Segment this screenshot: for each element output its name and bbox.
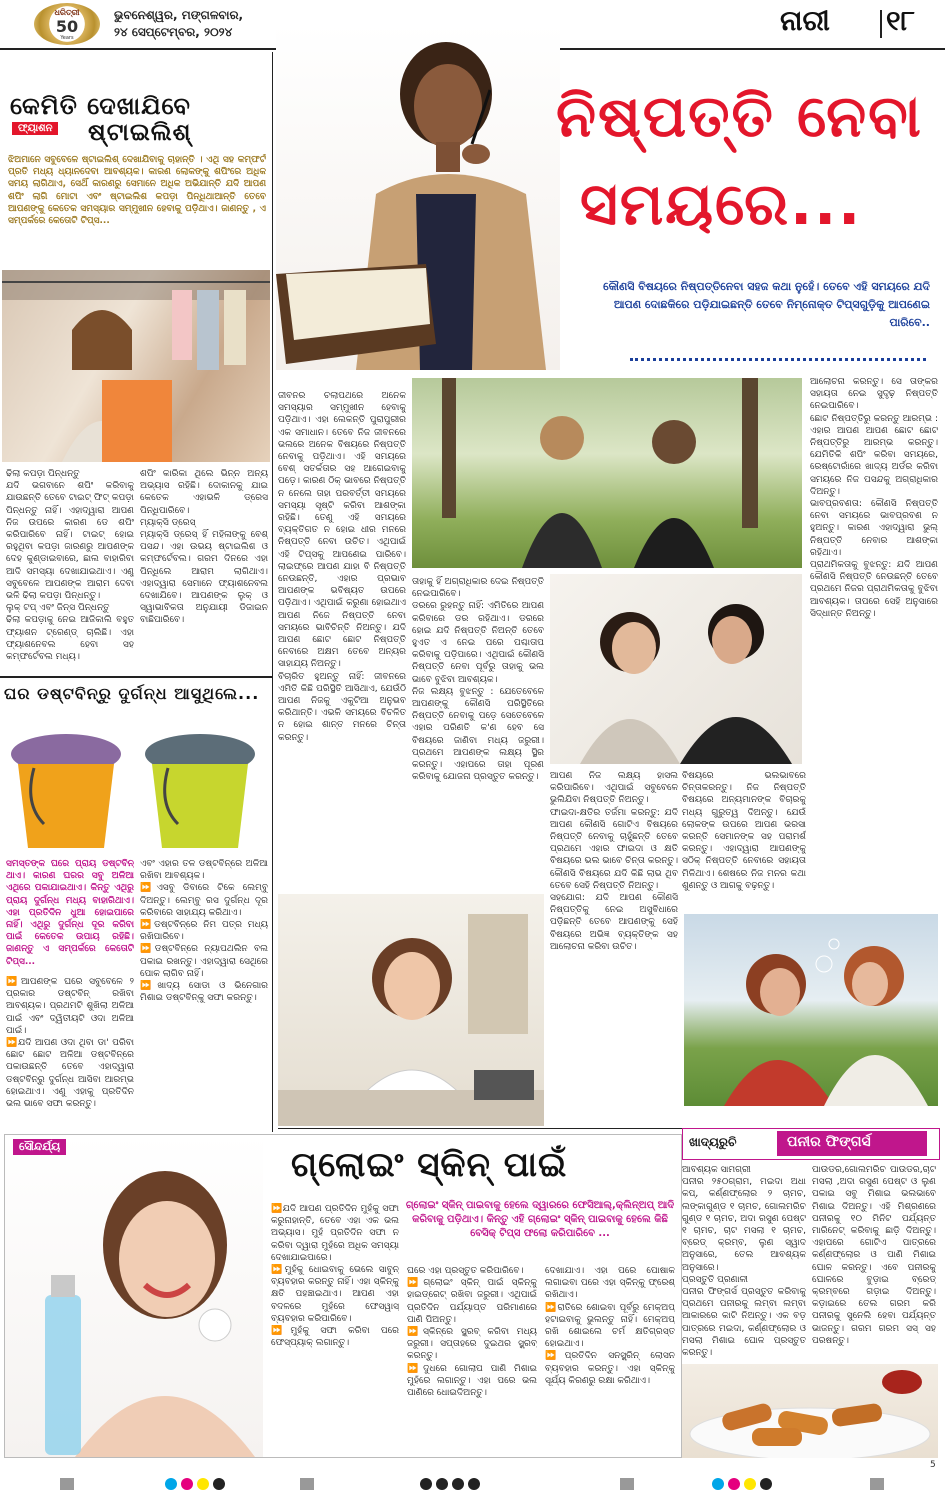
registration-dot-black-2 bbox=[420, 1478, 432, 1490]
woman-office-illustration bbox=[278, 894, 544, 1126]
beauty-title: ଗ୍ଲୋଇଂ ସ୍କିନ୍ ପାଇଁ bbox=[291, 1145, 568, 1185]
fashion-bottom-rule bbox=[0, 676, 272, 678]
fashion-article bbox=[0, 52, 272, 692]
recipe-col1: ଆବଶ୍ୟକ ସାମଗ୍ରୀ ପନୀର ୨୫୦ଗ୍ରାମ, ମଇଦା ଅଧା କପ୍, କର୍ଣ୍ଣଫ୍ଲୋର ୨ ଚାମଚ, ଲଙ୍କାଗୁଣ୍ଡ ୧ ଚାମଚ, ଗୋଲମରିଚ ଗୁଣ୍ଡ ୧ ଚାମଚ, ଅଦା ରସୁଣ ପେଷ୍ଟ ୧ ଚାମଚ, ଚାଟ ମସଲା ୧ ଚାମଚ, ବ୍ରେଡ୍ କ୍ରମ୍ବ, ଲୁଣ ସ୍ୱାଦ ଅନୁସାରେ, ତେଲ ଆବଶ୍ୟକ ଅନୁସାରେ। ପ୍ରସ୍ତୁତି ପ୍ରଣାଳୀ ପନୀର ଫିଙ୍ଗର୍ସ ପ୍ରସ୍ତୁତ କରିବାକୁ ପ୍ରଥମେ ପନୀରକୁ ଲମ୍ବା ଲମ୍ବା ଆକାରରେ କାଟି ନିଅନ୍ତୁ। ଏକ ବଡ଼ ପାତ୍ରରେ ମଇଦା, କର୍ଣ୍ଣଫ୍ଲୋର ଓ ମସଲା ମିଶାଇ ଘୋଳ ପ୍ରସ୍ତୁତ କରନ୍ତୁ। bbox=[682, 1165, 806, 1359]
decision-headline-line2: ସମୟରେ... bbox=[580, 170, 863, 238]
fashion-photo bbox=[2, 270, 270, 462]
decision-col5: ଆଲୋଚନା କରନ୍ତୁ। ସେ ତାଙ୍କର ସହାୟତା ନେଇ ସୁଦୃଢ଼ ନିଷ୍ପତ୍ତି ନେଇପାରିବେ। ଛୋଟ ନିଷ୍ପତ୍ତିରୁ କରନ୍ତୁ ଆରମ୍ଭ : ଏହାର ଆପଣ ଆପଣ ଛୋଟ ଛୋଟ ନିଷ୍ପତ୍ତିରୁ ଆରମ୍ଭ କରନ୍ତୁ। ଯେମିତିକି ଶପିଂ କରିବା ସମୟରେ, ରେଷ୍ଟୋରାଁରେ ଖାଦ୍ୟ ଅର୍ଡର କରିବା ସମୟରେ ନିଜ ପସନ୍ଦକୁ ଅଗ୍ରାଧିକାର ଦିଅନ୍ତୁ। ଭାବପ୍ରବଣତା: କୌଣସି ନିଷ୍ପତ୍ତି ନେବା ସମୟରେ ଭାବପ୍ରବଣ ନ ହୁଅନ୍ତୁ। କାରଣ ଏହାଦ୍ୱାରା ଭୁଲ୍ ନିଷ୍ପତ୍ତି ନେବାର ଆଶଙ୍କା ରହିଥାଏ। ପ୍ରାଥମିକତାକୁ ବୁଝନ୍ତୁ: ଯଦି ଆପଣ କୌଣସି ନିଷ୍ପତ୍ତି ନେଉଛନ୍ତି ତେବେ ପ୍ରଥମେ ନିଜର ପ୍ରାଥମିକତାକୁ ବୁଝିବା ଆବଶ୍ୟକ। ତାପରେ ସେହି ଅନୁସାରେ ସିଦ୍ଧାନ୍ତ ନିଅନ୍ତୁ। bbox=[810, 377, 938, 619]
footer-bar bbox=[0, 1460, 945, 1497]
crop-mark-mid-left bbox=[300, 1478, 314, 1490]
crop-mark-left bbox=[60, 1478, 74, 1490]
decision-col2: ତାହାକୁ ହିଁ ଅଗ୍ରାଧିକାର ଦେଇ ନିଷ୍ପତ୍ତି ନେଇପାରିବେ। ଡରରେ ରୁହନ୍ତୁ ନାହିଁ: ଏମିତିରେ ଆପଣ କରିବାରେ ଡର ରହିଥାଏ। ଡରରେ ହୋଇ ଯଦି ନିଷ୍ପତ୍ତି ନିଅନ୍ତି ତେବେ ହୁଏତ ଏ ନେଇ ପରେ ପଶ୍ଚାତାପ କରିବାକୁ ପଡ଼ିପାରେ। ଏଥିପାଇଁ କୌଣସି ନିଷ୍ପତ୍ତି ନେବା ପୂର୍ବରୁ ତାହାକୁ ଭଲ ଭାବେ ବୁଝିବା ଆବଶ୍ୟକ। ନିଜ ଲକ୍ଷ୍ୟ ବୁଝନ୍ତୁ : ଯେତେବେଳେ ଆପଣଙ୍କୁ କୌଣସି ପରିସ୍ଥିତିରେ ନିଷ୍ପତ୍ତି ନେବାକୁ ପଡ଼େ ସେତେବେଳେ ଏହାର ପରିଣତି କ'ଣ ହେବ ସେ ବିଷୟରେ ଜାଣିବା ମଧ୍ୟ ଜରୁରୀ। ପ୍ରଥମେ ଆପଣଙ୍କ ଲକ୍ଷ୍ୟ ସ୍ଥିର କରନ୍ତୁ। ଏହାପରେ ତାହା ପୂରଣ କରିବାକୁ ଯୋଜନା ପ୍ରସ୍ତୁତ କରନ୍ତୁ। bbox=[412, 577, 544, 783]
registration-dot-yellow-2 bbox=[744, 1478, 756, 1490]
left-column-divider bbox=[272, 52, 273, 1132]
friends-talking-photo bbox=[550, 574, 802, 764]
beauty-col2: ଘରେ ଏହା ପ୍ରସ୍ତୁତ କରିପାରିବେ। ⏩ଗ୍ଲୋଇଂ ସ୍କିନ୍ ପାଇଁ ସ୍କିନ୍‌କୁ ହାଇଡ୍ରେଟ୍ ରଖିବା ଜରୁରୀ। ଏଥିପାଇଁ ପ୍ରତିଦିନ ପର୍ଯ୍ୟାପ୍ତ ପରିମାଣରେ ପାଣି ପିଅନ୍ତୁ। ⏩ସ୍କିନ୍‌ରେ ସ୍କ୍ରବ୍ କରିବା ମଧ୍ୟ ଜରୁରୀ। ସପ୍ତାହରେ ଦୁଇଥର ସ୍କ୍ରବ୍ କରନ୍ତୁ। ⏩ଦୁଧରେ ଗୋଲାପ ପାଣି ମିଶାଇ ମୁହଁରେ ଲଗାନ୍ତୁ। ଏହା ପରେ ଭଲ ପାଣିରେ ଧୋଇଦିଅନ୍ତୁ। bbox=[407, 1266, 537, 1399]
registration-dot-yellow bbox=[197, 1478, 209, 1490]
decision-col4: ବିଷୟରେ ଭଲଭାବରେ ଚିନ୍ତାକରନ୍ତୁ। ନିଜ ନିଷ୍ପତ୍ତି ବିଷୟରେ ଅନ୍ୟମାନଙ୍କ ବିଚାରକୁ ମଧ୍ୟ ଗୁରୁତ୍ୱ ଦିଅନ୍ତୁ। ଯେଉଁ ଲୋକଙ୍କ ଉପରେ ଆପଣ ଭରସା କରନ୍ତି ସେମାନଙ୍କ ସହ ପରାମର୍ଶ କରନ୍ତୁ। ଏହାଦ୍ୱାରା ଆପଣଙ୍କୁ ସଠିକ୍ ନିଷ୍ପତ୍ତି ନେବାରେ ସହାୟତା ମିଳିଥାଏ। ଶେଷରେ ନିଜ ମନର କଥା ଶୁଣନ୍ତୁ ଓ ଆଗକୁ ବଢ଼ନ୍ତୁ। bbox=[682, 771, 806, 891]
registration-dot-black-4 bbox=[452, 1478, 464, 1490]
woman-office-photo bbox=[278, 894, 544, 1126]
fashion-intro: ଝିଅମାନେ ସବୁବେଳେ ଷ୍ଟାଇଲିଶ୍ ଦେଖାଯିବାକୁ ଚାହାନ୍ତି । ଏଥି ସହ କମ୍ଫର୍ଟ ପ୍ରତି ମଧ୍ୟ ଧ୍ୟାନଦେବା ଆବଶ୍ୟକ। କାରଣ ଲୋକଙ୍କୁ ଶପିଂରେ ଅଧିକ ସମୟ ଲାଗିଥାଏ, ସେଥିଁ କାରଣରୁ ସେମାନେ ଅଧିକ ଅଭିଯାନ୍ତି ଯଦି ଆପଣ ଶପିଂ ଲାଗି ମୋଟା ଏବଂ ଷ୍ଟାଇଲିଶ କପଡ଼ା ପିନ୍ଧିଥାଆନ୍ତି ତେବେ ଆପଣଙ୍କୁ କେତେକ ସମସ୍ୟାର ସମ୍ମୁଖୀନ ହେବାକୁ ପଡ଼ିଥାଏ। ଜାଣନ୍ତୁ , ଏ ସମ୍ପର୍କରେ କେତୋଟି ଟିପ୍ସ... bbox=[8, 155, 266, 227]
decision-col1: ଜୀବନର ଚଲାପଥରେ ଅନେକ ସମସ୍ୟାର ସମ୍ମୁଖୀନ ହେବାକୁ ପଡ଼ିଥାଏ। ଏହା ଲେକନ୍ତି ପୁରାପୁରୀର ଏକ ସମାଧାନ। ତେବେ ନିଜ ଜୀବନରେ ଭଲରେ ଅନେକ ବିଷୟରେ ନିଷ୍ପତ୍ତି ନେବାକୁ ପଡ଼ିଥାଏ। ଏହି ସମୟରେ ବେଶ୍ ସତର୍କତାର ସହ ଆଗେଇବାକୁ ପଡ଼େ। କାରଣ ଠିକ୍ ଭାବରେ ନିଷ୍ପତ୍ତି ନ ନେଲେ ତାହା ପରବର୍ତ୍ତୀ ସମୟରେ ସମସ୍ୟା ସୃଷ୍ଟି କରିବା ଆଶଙ୍କା ରହିଛି। ତେଣୁ ଏହି ସମୟରେ ବ୍ୟକ୍ତିଗତ ନ ହୋଇ ଧୀର ମନରେ ନିଷ୍ପତ୍ତି ନେବା ଉଚିତ। ଏଥିପାଇଁ ଏହି ଟିପ୍ସକୁ ଆପଣେଇ ପାରିବେ। ଲାଇଫ୍‌ରେ ଆପଣ ଯାହା ବି ନିଷ୍ପତ୍ତି ନେଉଛନ୍ତି, ଏହାର ପ୍ରଭାବ ଆପଣଙ୍କ ଭବିଷ୍ୟତ ଉପରେ ପଡ଼ିଥାଏ। ଏଥିପାଇଁ କରୁଣା ହୋଇଥାଏ ଆପଣ ନିଜେ ନିଷ୍ପତ୍ତି ନେବା ସମୟରେ ଭାବିଚିନ୍ତି ନିଅନ୍ତୁ। ଯଦି ଆପଣ ଛୋଟ ଛୋଟ ନିଷ୍ପତ୍ତି ନେବାରେ ଅକ୍ଷମ ତେବେ ଅନ୍ୟର ସାହାଯ୍ୟ ନିଅନ୍ତୁ। ବିଚାରିତ ହୁଅନ୍ତୁ ନାହିଁ: ଜୀବନରେ ଏମିତି କିଛି ପରିସ୍ଥିତି ଆସିଥାଏ, ଯେଉଁଠି ଆପଣ ନିଜକୁ ଏକୁଟିଆ ଅନୁଭବ କରିଥାନ୍ତି। ଏଭଳି ସମୟରେ ବିଚଳିତ ନ ହୋଇ ଶାନ୍ତ ମନରେ ଚିନ୍ତା କରନ୍ତୁ। bbox=[278, 391, 406, 743]
date-line-1: ଭୁବନେଶ୍ୱର, ମଙ୍ଗଳବାର, bbox=[114, 8, 244, 22]
newspaper-logo bbox=[34, 3, 100, 45]
friends-bubbles-photo bbox=[684, 914, 938, 1106]
page-number: ୧୮ bbox=[886, 4, 916, 37]
registration-dot-black-5 bbox=[468, 1478, 480, 1490]
decision-deck: କୌଣସି ବିଷୟରେ ନିଷ୍ପତ୍ତିନେବା ସହଜ କଥା ନୁହେଁ। ତେବେ ଏହି ସମୟରେ ଯଦି ଆପଣ ଦୋଛକିରେ ପଡ଼ିଯାଇଛନ୍ତି ତେବେ ନିମ୍ନୋକ୍ତ ଟିପ୍ସଗୁଡ଼ିକୁ ଆପଣେଇ ପାରିବେ.. bbox=[603, 280, 930, 329]
dustbin-intro: ସମସ୍ତଙ୍କ ଘରେ ପ୍ରାୟ ଡଷ୍ଟବିନ୍ ଥାଏ। କାରଣ ଘରର ସବୁ ଅଳିଆ ଏଥିରେ ପକାଯାଇଥାଏ। କିନ୍ତୁ ଏଥିରୁ ପ୍ରାୟ ଦୁର୍ଗନ୍ଧ ମଧ୍ୟ ବାହାରିଥାଏ। ଏହା ପ୍ରତିଦିନ ଧୁଆ ହୋଇପାରେ ନାହିଁ। ଏଥିରୁ ଦୁର୍ଗନ୍ଧ ଦୂର କରିବା ପାଇଁ କେତେକ ଉପାୟ ରହିଛି। ଜାଣନ୍ତୁ ଏ ସମ୍ପର୍କରେ କେତୋଟି ଟିପ୍ସ... bbox=[6, 859, 134, 967]
fashion-badge: ଫ୍ୟାଶନ bbox=[12, 122, 58, 135]
logo-years-label: Years bbox=[60, 35, 74, 41]
registration-dot-cyan-2 bbox=[712, 1478, 724, 1490]
beauty-model-illustration bbox=[5, 1135, 263, 1457]
dustbin-photo bbox=[4, 724, 268, 852]
recipe-section bbox=[682, 1128, 938, 1458]
decision-headline-line1: ନିଷ୍ପତ୍ତି ନେବା bbox=[556, 82, 923, 150]
beauty-badge: ସୌନ୍ଦର୍ଯ୍ୟ bbox=[13, 1139, 66, 1155]
beauty-model-photo bbox=[5, 1135, 263, 1457]
dustbin-illustration bbox=[4, 724, 268, 852]
dustbin-col1: ⏩ଆପଣଙ୍କ ଘରେ ସବୁବେଳେ ୨ ପ୍ରକାର ଡଷ୍ଟବିନ୍ ରଖିବା ଆବଶ୍ୟକ। ପ୍ରଥମଟି ଶୁଖିଲା ଅଳିଆ ପାଇଁ ଏବଂ ଦ୍ୱିତୀୟଟି ଓଦା ଅଳିଆ ପାଇଁ। ⏩ଯଦି ଆପଣ ଓଦା ଥିବା ଡା' ପରିବା ଛୋଟ ଛୋଟ ଅଳିଆ ଡଷ୍ଟବିନ୍‌ରେ ପକାଉଛନ୍ତି ତେବେ ଏହାଦ୍ୱାରା ଡଷ୍ଟବିନ୍‌ରୁ ଦୁର୍ଗନ୍ଧ ଆସିବା ଆରମ୍ଭ ହୋଇଥାଏ। ଏଣୁ ଏହାକୁ ପ୍ରତିଦିନ ଭଲ ଭାବେ ସଫା କରନ୍ତୁ। bbox=[6, 977, 134, 1110]
paneer-fingers-photo bbox=[682, 1364, 938, 1458]
recipe-badge: ଖାଦ୍ୟରୁଚି bbox=[689, 1135, 737, 1149]
recipe-title: ପନୀର ଫିଙ୍ଗର୍ସ bbox=[787, 1134, 871, 1150]
dustbin-article bbox=[0, 680, 272, 1132]
beauty-col3: ଦେଖାଯାଏ। ଏହା ପରେ ପୋଷାକ ଲଗାଇବା ପରେ ଏହା ସ୍କିନ୍‌କୁ ଫ୍ରେଶ୍ ରଖିଥାଏ। ⏩ରାତିରେ ଶୋଇବା ପୂର୍ବରୁ ମେକ୍‌ଅପ୍ ହଟାଇବାକୁ ଭୁଲନ୍ତୁ ନାହିଁ। ମେକ୍‌ଅପ୍ ରଖି ଶୋଇଲେ ଚର୍ମ କ୍ଷତିଗ୍ରସ୍ତ ହୋଇଥାଏ। ⏩ପ୍ରତିଦିନ ସନସ୍କ୍ରିନ୍ ଲୋସନ ବ୍ୟବହାର କରନ୍ତୁ। ଏହା ସ୍କିନ୍‌କୁ ସୂର୍ଯ୍ୟ କିରଣରୁ ରକ୍ଷା କରିଥାଏ। bbox=[545, 1266, 675, 1386]
decision-col3: ଆପଣ ନିଜ ଲକ୍ଷ୍ୟ ହାସଲ କରିପାରିବେ। ଏଥିପାଇଁ ସବୁବେଳେ ଭୁଲିଯିବା ନିଷ୍ପତ୍ତି ନିଅନ୍ତୁ। ଫାଇଦା-କ୍ଷତିର ତର୍ଜମା କରନ୍ତୁ: ଯଦି ଆପଣ କୌଣସି ଗୋଟିଏ ବିଷୟରେ ନିଷ୍ପତ୍ତି ନେବାକୁ ଚାହୁଁଛନ୍ତି ତେବେ ପ୍ରଥମେ ଏହାର ଫାଇଦା ଓ କ୍ଷତି ବିଷୟରେ ଭଲ ଭାବେ ଚିନ୍ତା କରନ୍ତୁ। କୌଣସି ବିଷୟରେ ଯଦି କିଛି ଲାଭ ଥିବ ତେବେ ସେହି ନିଷ୍ପତ୍ତି ନିଅନ୍ତୁ। ସହଯୋଗ: ଯଦି ଆପଣ କୌଣସି ନିଷ୍ପତ୍ତିକୁ ନେଇ ଅସୁବିଧାରେ ପଡ଼ିଛନ୍ତି ତେବେ ଆପଣଙ୍କୁ ସେହି ବିଷୟରେ ଅଭିଜ୍ଞ ବ୍ୟକ୍ତିଙ୍କ ସହ ଆଲୋଚନା କରିବା ଉଚିତ। bbox=[550, 771, 678, 952]
fashion-col2: ଶପିଂ କାରିକା ଥିଲେ ଭିନ୍ନ ଅନ୍ୟ ଅଭ୍ୟାସ ରହିଛି। ଦୋକାନକୁ ଯାଇ କେତେକ ଏହାଭଳି ଡ୍ରେସ ପିନ୍ଧିପାରିବେ। ମ୍ୟାକ୍ସି ଡ୍ରେସ୍ ମ୍ୟାକ୍ସି ଡ୍ରେସ୍ ହିଁ ମହିଳାଙ୍କୁ ବେଶ୍ ପସନ୍ଦ। ଏହା ଉଭୟ ଷ୍ଟାଇଲିଶ ଓ କମ୍ଫର୍ଟେବଲ। ଗରମ ଦିନରେ ଏହା ପିନ୍ଧିଲେ ଆରାମ ଲାଗିଥାଏ। ଏହାଦ୍ୱାରା ସେମାନେ ଫ୍ୟାଶନେବଲ ଦେଖାଯିବେ। ଆପଣଙ୍କ ଲୁକ୍ ଓ ସ୍ୱାଭାବିକତା ଅନୁଯାୟୀ ଡିଜାଇନ ବାଛିପାରିବେ। bbox=[140, 469, 268, 626]
woman-thinking-photo bbox=[276, 24, 560, 370]
crop-mark-mid-right bbox=[620, 1478, 634, 1490]
recipe-col2: ପାଉଡର,ଗୋଲମରିଚ ପାଉଡର,ଚାଟ ମସଲା ,ଅଦା ରସୁଣ ପେଷ୍ଟ ଓ ଲୁଣ ପକାଇ ସବୁ ମିଶାଇ ଭଲଭାବେ ମିଶାଇ ଦିଅନ୍ତୁ। ଏହି ମିଶ୍ରଣରେ ପନୀରକୁ ୧୦ ମିନିଟ ପର୍ଯ୍ୟନ୍ତ ମାରିନେଟ୍ କରିବାକୁ ଛାଡ଼ି ଦିଅନ୍ତୁ। ଏହାପରେ ଗୋଟିଏ ପାତ୍ରରେ କର୍ଣ୍ଣଫ୍ଲୋର ଓ ପାଣି ମିଶାଇ ଘୋଳ କରନ୍ତୁ। ଏବେ ପନୀରକୁ ଘୋଳରେ ବୁଡ଼ାଇ ବ୍ରେଡ୍ କ୍ରମ୍ବରେ ଗଡ଼ାଇ ଦିଅନ୍ତୁ। କଡ଼ାଇରେ ତେଲ ଗରମ କରି ପନୀରକୁ ସୁନେଲି ହେବା ପର୍ଯ୍ୟନ୍ତ ଭାଜନ୍ତୁ। ଗରମ ଗରମ ସସ୍ ସହ ପରଷନ୍ତୁ। bbox=[812, 1165, 936, 1346]
registration-dot-magenta-2 bbox=[728, 1478, 740, 1490]
friends-park-photo bbox=[412, 378, 802, 568]
logo-text: ଧରିତ୍ରୀ bbox=[54, 8, 80, 17]
section-name: ନାରୀ bbox=[780, 4, 830, 37]
fashion-title-line2: ଷ୍ଟାଇଲିଶ୍ bbox=[88, 118, 192, 146]
dustbin-col2: ଏବଂ ଏହାର ତଳ ଡଷ୍ଟବିନ୍‌ରେ ଅଳିଆ ରଖିବା ଆବଶ୍ୟକ। ⏩ଏସବୁ ଡିବାରେ ଟିକେ ଲେମ୍ବୁ ଦିଅନ୍ତୁ। ଲେମ୍ବୁ ରସ ଦୁର୍ଗନ୍ଧ ଦୂର କରିବାରେ ସାହାଯ୍ୟ କରିଥାଏ। ⏩ଡଷ୍ଟବିନ୍‌ରେ ନିମ ପତ୍ର ମଧ୍ୟ ରଖିପାରିବେ। ⏩ଡଷ୍ଟବିନ୍‌ରେ ନ୍ୟାପଥଲିନ ବଲ ପକାଇ ରଖନ୍ତୁ। ଏହାଦ୍ୱାରା ସେଥିରେ ପୋକ ଲାଗିବ ନାହିଁ। ⏩ଖାଦ୍ୟ ସୋଡା ଓ ଭିନେଗାର ମିଶାଇ ଡଷ୍ଟବିନ୍‌କୁ ସଫା କରନ୍ତୁ। bbox=[140, 859, 268, 1004]
beauty-col1: ⏩ଯଦି ଆପଣ ପ୍ରତିଦିନ ମୁହଁକୁ ସଫା କରୁନାହାନ୍ତି, ତେବେ ଏହା ଏକ ଭଲ ଅଭ୍ୟାସ। ମୁହଁ ପ୍ରତିଦିନ ସଫା ନ କରିବା ଦ୍ୱାରା ମୁହଁରେ ଅଧିକ ସମସ୍ୟା ଦେଖାଯାଇପାରେ। ⏩ମୁହଁକୁ ଧୋଇବାକୁ ଭେଲେ ସାବୁନ୍ ବ୍ୟବହାର କରନ୍ତୁ ନାହିଁ। ଏହା ସ୍କିନ୍‌କୁ କ୍ଷତି ପହଞ୍ଚାଇଥାଏ। ଆପଣ ଏହା ବଦଳରେ ମୁହଁରେ ଫେସୱାସ୍ ବ୍ୟବହାର କରିପାରିବେ। ⏩ମୁହଁକୁ ସଫା କରିବା ପରେ ଫେସ୍‌ପ୍ୟାକ୍ ଲଗାନ୍ତୁ। bbox=[271, 1204, 399, 1349]
beauty-section bbox=[4, 1134, 682, 1458]
woman-thinking-illustration bbox=[276, 24, 560, 370]
deck-underline bbox=[630, 358, 926, 364]
dustbin-title: ଘର ଡଷ୍ଟବିନ୍‌ରୁ ଦୁର୍ଗନ୍ଧ ଆସୁଥିଲେ... bbox=[4, 684, 260, 703]
registration-dot-black-3 bbox=[436, 1478, 448, 1490]
fashion-col1: ଢିଲା କପଡ଼ା ପିନ୍ଧନ୍ତୁ ଯଦି ଭଗବାନେ ଶପିଂ କରିବାକୁ ଯାଉଛନ୍ତି ତେବେ ଟାଇଟ୍ ଫିଟ୍ କପଡ଼ା ପିନ୍ଧନ୍ତୁ ନାହିଁ। ଏହାଦ୍ୱାରା ଆପଣ ନିଜ ଉପରେ କାରଣ ଡେ ଶପିଂ କରିପାରିବେ ନାହିଁ। ଟାଇଟ୍ ହୋଇ ରହୁଥିବା କପଡ଼ା ଜାରଣରୁ ଆପଣଙ୍କ ଦେହ କୁଣ୍ଡାଇବାରେ, ଛାଲ ବାହାରିବା ଆଦି ସମସ୍ୟା ଦେଖାଯାଇଥାଏ। ଏଣୁ ସବୁବେଳେ ଆପଣଙ୍କ ଆରାମ ଦେବା ଭଳି ଢିଲା କପଡ଼ା ପିନ୍ଧନ୍ତୁ। ଲୁକ୍ ଟପ୍ ଏବଂ ଜିନ୍ସ ପିନ୍ଧନ୍ତୁ ଢିଲା କପଡ଼ାକୁ ନେଇ ଆଜିକାଲି ବହୁତ ଫ୍ୟାଶନ ଟ୍ରେଣ୍ଡ୍ ଚାଲିଛି। ଏହା ଫ୍ୟାଶନେବଲ ହେବା ସହ କମ୍ଫର୍ଟେବଲ ମଧ୍ୟ। bbox=[6, 469, 134, 663]
registration-dot-black bbox=[213, 1478, 225, 1490]
registration-dot-cyan bbox=[165, 1478, 177, 1490]
friends-talking-illustration bbox=[550, 574, 802, 764]
page-corner-number: 5 bbox=[930, 1460, 936, 1470]
friends-park-illustration bbox=[412, 378, 802, 568]
registration-dot-black-6 bbox=[760, 1478, 772, 1490]
masthead-divider bbox=[880, 10, 882, 38]
fashion-title-line1: କେମିତି ଦେଖାଯିବେ bbox=[10, 92, 191, 120]
crop-mark-right bbox=[870, 1478, 884, 1490]
recipe-header bbox=[682, 1128, 940, 1160]
date-line-2: ୨୪ ସେପ୍ଟେମ୍ବର, ୨୦୨୪ bbox=[114, 25, 233, 39]
friends-bubbles-illustration bbox=[684, 914, 938, 1106]
registration-dot-magenta bbox=[181, 1478, 193, 1490]
beauty-deck: ଗ୍ଲୋଇଂ ସ୍କିନ୍ ପାଇବାକୁ ହେଲେ ଦ୍ୱାରରେ ଫେସିଆଲ୍,କ୍ଲିନ୍‌ଅପ୍ ଆଦି କରିବାକୁ ପଡ଼ିଥାଏ। କିନ୍ତୁ ଏହି ଗ୍ଲୋଇଂ ସ୍କିନ୍ ପାଇବାକୁ ହେଲେ କିଛି ବେସିକ୍ ଟିପ୍ସ ଫଲୋ କରିପାରିବେ ... bbox=[405, 1200, 675, 1239]
logo-years-number: 50 bbox=[55, 17, 79, 36]
paneer-fingers-illustration bbox=[682, 1364, 938, 1458]
fashion-photo-illustration bbox=[2, 270, 270, 462]
